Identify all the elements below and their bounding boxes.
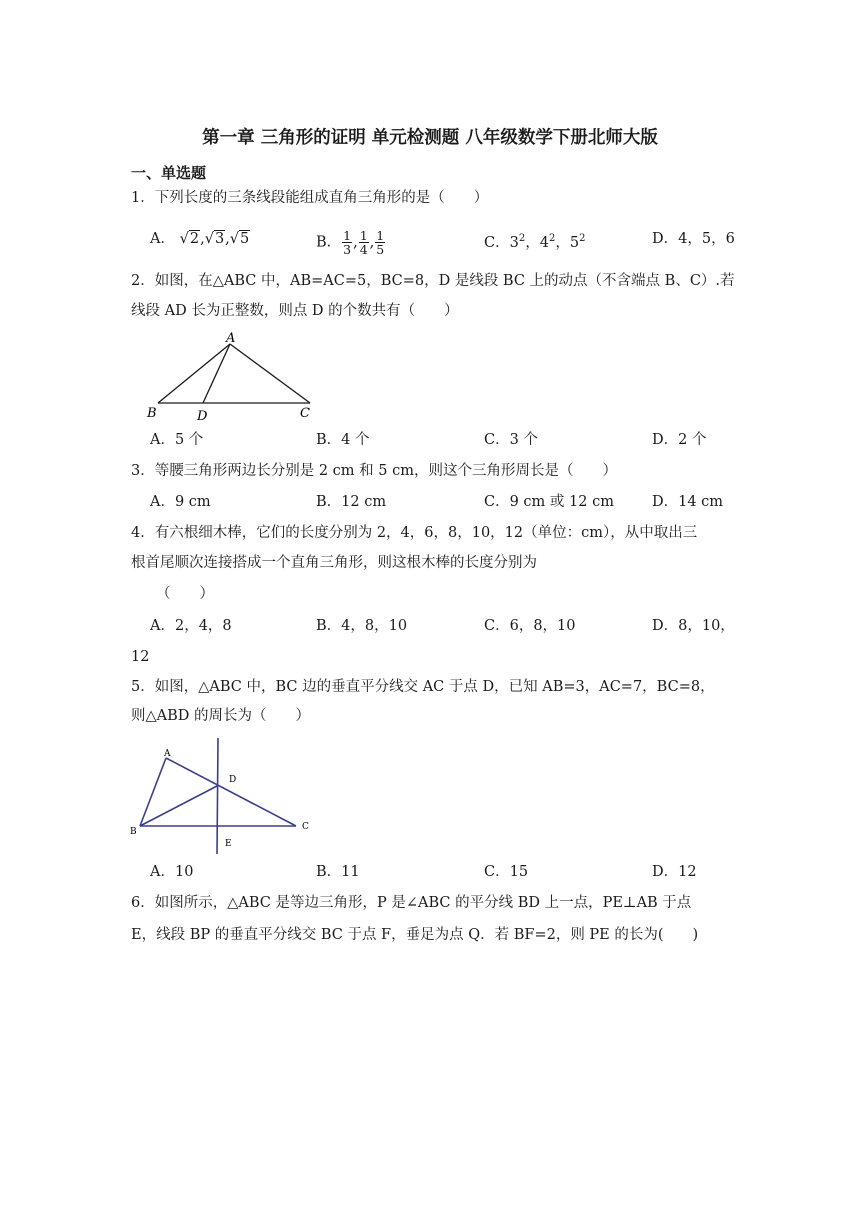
question-3-option-d: D．14 cm [652,494,724,510]
question-5-option-a: A．10 [150,864,194,880]
figure-label-b: B [130,827,137,837]
question-4-line-1: 4．有六根细木棒，它们的长度分别为 2，4，6，8，10，12（单位：cm），从中取出三 [131,525,698,541]
figure-label-d: D [197,409,208,424]
question-1-option-c: C．$3^2$，$4^2$，$5^2$ [484,233,586,251]
fraction: $\frac{1}{3}$ [343,228,352,257]
question-2-option-b: B．4 个 [316,432,370,448]
figure-label-c: C [300,406,310,421]
figure-label-b: B [147,406,157,421]
question-5-option-b: B．11 [316,864,360,880]
question-2-line-2: 线段 AD 长为正整数，则点 D 的个数共有（ ） [131,303,459,319]
question-4-option-b: B．4，8，10 [316,618,408,634]
question-4-option-d: D．8，10， [652,618,735,634]
figure-label-d: D [229,775,237,785]
question-4-option-a: A．2，4，8 [150,618,232,634]
question-3-stem: 3．等腰三角形两边长分别是 2 cm 和 5 cm，则这个三角形周长是（ ） [131,463,617,479]
page-title: 第一章 三角形的证明 单元检测题 八年级数学下册北师大版 [202,128,658,148]
figure-label-c: C [302,822,309,832]
question-5-option-d: D．12 [652,864,697,880]
question-3-option-c: C．9 cm 或 12 cm [484,494,614,510]
section-heading: 一、单选题 [131,164,207,182]
question-5-line-2: 则△ABD 的周长为（ ） [131,708,311,724]
question-2-line-1: 2．如图，在△ABC 中，AB=AC=5，BC=8，D 是线段 BC 上的动点（不含端点 B、C）.若 [131,273,735,289]
question-5-figure [128,736,314,856]
question-4-line-2: 根首尾顺次连接搭成一个直角三角形，则这根木棒的长度分别为 [131,555,537,571]
question-1-option-b: B． $\frac{1}{3}$ , $\frac{1}{4}$ , $\frac{1}{5}$ [316,228,385,257]
question-2-option-a: A．5 个 [150,432,204,448]
question-5-option-c: C．15 [484,864,529,880]
question-5-line-1: 5．如图，△ABC 中，BC 边的垂直平分线交 AC 于点 D，已知 AB=3，AC=7，BC=8， [131,679,715,695]
sqrt-term: √2 [179,231,200,247]
question-2-option-d: D．2 个 [652,432,707,448]
question-2-option-c: C．3 个 [484,432,538,448]
question-3-option-b: B．12 cm [316,494,387,510]
figure-label-a: A [226,331,236,346]
question-2-figure [140,328,320,424]
question-4-option-c: C．6，8，10 [484,618,576,634]
question-1-option-a: A． √2,√3,√5 [150,231,250,247]
question-3-option-a: A．9 cm [150,494,211,510]
figure-label-e: E [225,839,232,849]
question-1-option-d: D．4，5，6 [652,231,735,247]
figure-label-a: A [164,749,171,759]
question-1-stem: 1．下列长度的三条线段能组成直角三角形的是（ ） [131,190,489,206]
option-label: A． [150,231,175,247]
fraction: $\frac{1}{5}$ [376,228,385,257]
option-label: B． [316,234,342,251]
sqrt-term: √5 [229,231,250,247]
fraction: $\frac{1}{4}$ [359,228,368,257]
question-6-line-2: E，线段 BP 的垂直平分线交 BC 于点 F，垂足为点 Q．若 BF=2，则 PE 的长为( ) [131,927,699,943]
sqrt-term: √3 [204,231,225,247]
question-4-option-d-wrap: 12 [131,649,150,665]
question-4-line-3: （ ） [156,586,214,602]
question-6-line-1: 6．如图所示，△ABC 是等边三角形，P 是∠ABC 的平分线 BD 上一点，PE⊥AB 于点 [131,895,692,911]
